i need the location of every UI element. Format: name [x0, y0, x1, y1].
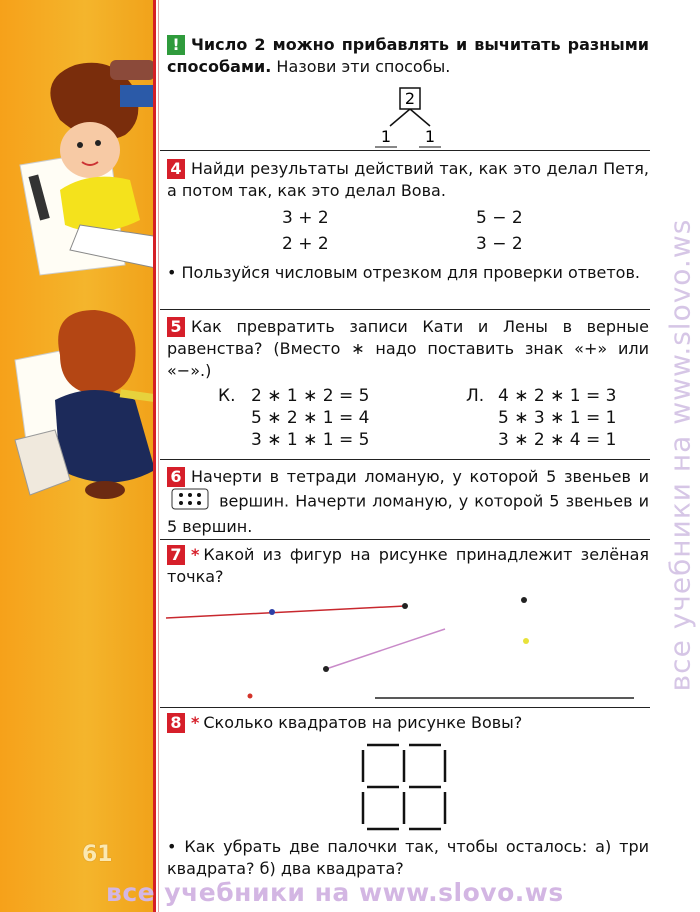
- diagram-right: 1: [424, 127, 436, 146]
- divider: [160, 150, 650, 151]
- divider: [160, 707, 650, 708]
- katya-equation: 5 ∗ 2 ∗ 1 = 4: [251, 408, 370, 428]
- task-intro-text: Назови эти способы.: [271, 57, 451, 76]
- lena-equation: 4 ∗ 2 ∗ 1 = 3: [498, 386, 617, 406]
- segment-point: [402, 603, 408, 609]
- left-sidebar: [0, 0, 155, 912]
- dice-icon: [171, 488, 209, 516]
- task-4: [167, 158, 649, 202]
- diagram-left: 1: [380, 127, 392, 146]
- task-intro-badge: !: [167, 35, 185, 55]
- geometry-figures: [160, 590, 650, 710]
- task-5-text: Как превратить записи Кати и Лены в верные равенства? (Вместо ∗ надо поставить знак «+» или «−».): [167, 317, 649, 380]
- task-6-text-b: вершин. Начерти ломаную, у которой 5 звеньев и 5 вершин.: [167, 491, 649, 536]
- segment-end-point: [323, 666, 329, 672]
- red-ray: [166, 606, 405, 618]
- divider: [160, 539, 650, 540]
- children-illustration: [0, 0, 155, 912]
- blue-point: [269, 609, 275, 615]
- katya-equation: 3 ∗ 1 ∗ 1 = 5: [251, 430, 370, 450]
- katya-equation: 2 ∗ 1 ∗ 2 = 5: [251, 386, 370, 406]
- task-4-badge: 4: [167, 159, 185, 179]
- divider: [160, 309, 650, 310]
- task-4-note: • Пользуйся числовым отрезком для проверки ответов.: [167, 263, 640, 282]
- lena-equation: 5 ∗ 3 ∗ 1 = 1: [498, 408, 617, 428]
- pink-segment: [326, 629, 445, 669]
- diagram-top: 2: [404, 89, 416, 108]
- number-composition-diagram: [370, 86, 450, 150]
- task-8-text: Сколько квадратов на рисунке Вовы?: [203, 713, 523, 732]
- task-7-badge: 7: [167, 545, 185, 565]
- bottom-watermark: все учебники на www.slovo.ws: [106, 878, 564, 907]
- green-point: [523, 638, 529, 644]
- expression: 5 − 2: [476, 208, 523, 228]
- task-intro-bold: Число 2 можно прибавлять и вычитать разными способами.: [167, 35, 649, 76]
- expression: 2 + 2: [282, 234, 329, 254]
- margin-red-line: [153, 0, 156, 912]
- task-intro: [167, 34, 649, 78]
- boy-writing-illustration: [15, 310, 155, 499]
- red-point: [248, 694, 253, 699]
- matchstick-squares: [355, 742, 455, 834]
- margin-thin-line: [158, 0, 159, 912]
- task-8-badge: 8: [167, 713, 185, 733]
- task-7-text: Какой из фигур на рисунке принадлежит зелёная точка?: [167, 545, 649, 586]
- task-5-badge: 5: [167, 317, 185, 337]
- side-watermark: все учебники на www.slovo.ws: [663, 218, 697, 692]
- task-7: [167, 544, 649, 588]
- task-6: [167, 466, 649, 538]
- task-6-text-a: Начерти в тетради ломаную, у которой 5 звеньев и: [191, 467, 649, 486]
- page-number: 61: [82, 842, 113, 867]
- boy-drawing-illustration: [20, 60, 155, 275]
- task-8-star: *: [191, 713, 200, 732]
- katya-label: К.: [218, 386, 236, 406]
- task-5: [167, 316, 649, 382]
- lena-label: Л.: [466, 386, 485, 406]
- lena-equation: 3 ∗ 2 ∗ 4 = 1: [498, 430, 617, 450]
- task-8-note: • Как убрать две палочки так, чтобы осталось: а) три квадрата? б) два квадрата?: [167, 837, 649, 878]
- task-4-text: Найди результаты действий так, как это делал Петя, а потом так, как это делал Вова.: [167, 159, 649, 200]
- expression: 3 − 2: [476, 234, 523, 254]
- divider: [160, 459, 650, 460]
- black-point: [521, 597, 527, 603]
- task-6-badge: 6: [167, 467, 185, 487]
- task-7-star: *: [191, 545, 200, 564]
- task-8: [167, 712, 649, 734]
- expression: 3 + 2: [282, 208, 329, 228]
